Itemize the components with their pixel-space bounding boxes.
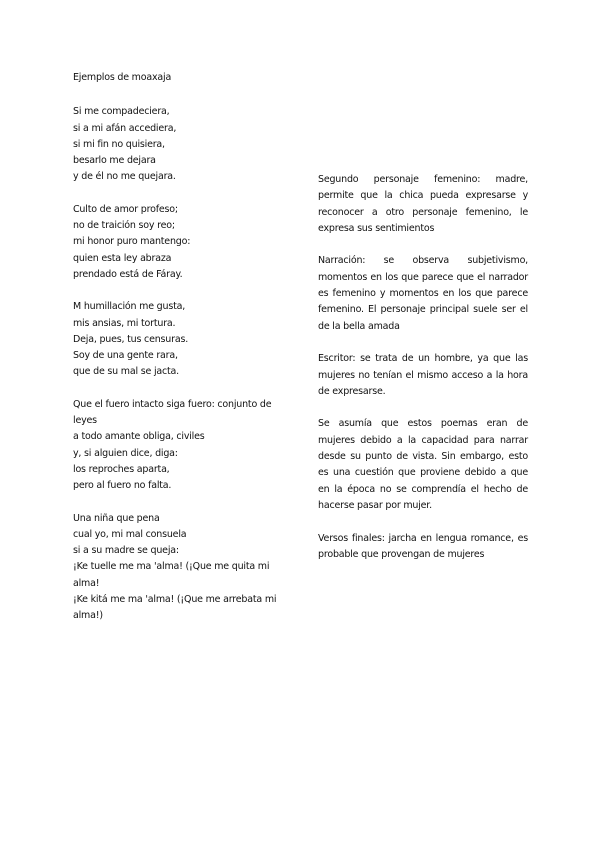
verse-line: Soy de una gente rara, bbox=[73, 350, 178, 362]
verse-line: si mi fin no quisiera, bbox=[73, 138, 165, 150]
verse-line: si a mi afán accediera, bbox=[73, 122, 177, 134]
document-title: Ejemplos de moaxaja bbox=[73, 72, 172, 83]
jarcha-line: ¡Ke tuelle me ma 'alma! (¡Que me quita mi alma! bbox=[73, 561, 270, 589]
stanza-3 bbox=[73, 299, 285, 380]
stanza-2 bbox=[73, 202, 285, 283]
note-paragraph: Versos finales: jarcha en lengua romance, es probable que provengan de mujeres bbox=[318, 532, 528, 560]
verse-line: cual yo, mi mal consuela bbox=[73, 528, 187, 540]
stanza-4 bbox=[73, 397, 285, 495]
verse-line: Que el fuero intacto siga fuero: conjunto de leyes bbox=[73, 398, 272, 427]
verse-line: pero al fuero no falta. bbox=[73, 480, 172, 492]
verse-line: a todo amante obliga, civiles bbox=[73, 431, 205, 443]
note-paragraph: Segundo personaje femenino: madre, permite que la chica pueda expresarse y reconocer a otro personaje femenino, le expresa sus sentimientos bbox=[318, 174, 528, 234]
note-paragraph: Escritor: se trata de un hombre, ya que las mujeres no tenían el mismo acceso a la hora de expresarse. bbox=[318, 353, 528, 397]
verse-line: besarlo me dejara bbox=[73, 155, 156, 167]
verse-line: y, si alguien dice, diga: bbox=[73, 447, 178, 459]
verse-line: no de traición soy reo; bbox=[73, 220, 175, 232]
poem-column bbox=[73, 70, 285, 641]
verse-line: prendado está de Fáray. bbox=[73, 268, 183, 280]
verse-line: los reproches aparta, bbox=[73, 463, 170, 475]
stanza-5 bbox=[73, 511, 285, 625]
stanza-1 bbox=[73, 104, 285, 185]
verse-line: M humillación me gusta, bbox=[73, 301, 186, 313]
notes-column bbox=[318, 172, 528, 579]
verse-line: Deja, pues, tus censuras. bbox=[73, 333, 189, 345]
verse-line: quien esta ley abraza bbox=[73, 252, 172, 264]
verse-line: Una niña que pena bbox=[73, 512, 160, 524]
verse-line: Si me compadeciera, bbox=[73, 106, 170, 118]
note-paragraph: Narración: se observa subjetivismo, momentos en los que parece que el narrador es femenino y momentos en los que parece femenino. El personaje principal suele ser el de la bella amada bbox=[318, 255, 528, 332]
verse-line: que de su mal se jacta. bbox=[73, 366, 179, 378]
jarcha-line: ¡Ke kitá me ma 'alma! (¡Que me arrebata mi alma!) bbox=[73, 594, 277, 622]
verse-line: mi honor puro mantengo: bbox=[73, 236, 191, 248]
verse-line: y de él no me quejara. bbox=[73, 171, 176, 183]
verse-line: si a su madre se queja: bbox=[73, 545, 179, 557]
note-paragraph: Se asumía que estos poemas eran de mujeres debido a la capacidad para narrar desde su punto de vista. Sin embargo, esto es una cuestión que proviene debido a que en la época no se comprendía el hecho de hacerse pasar por mujer. bbox=[318, 418, 528, 511]
verse-line: mis ansias, mi tortura. bbox=[73, 317, 176, 329]
verse-line: Culto de amor profeso; bbox=[73, 203, 178, 215]
